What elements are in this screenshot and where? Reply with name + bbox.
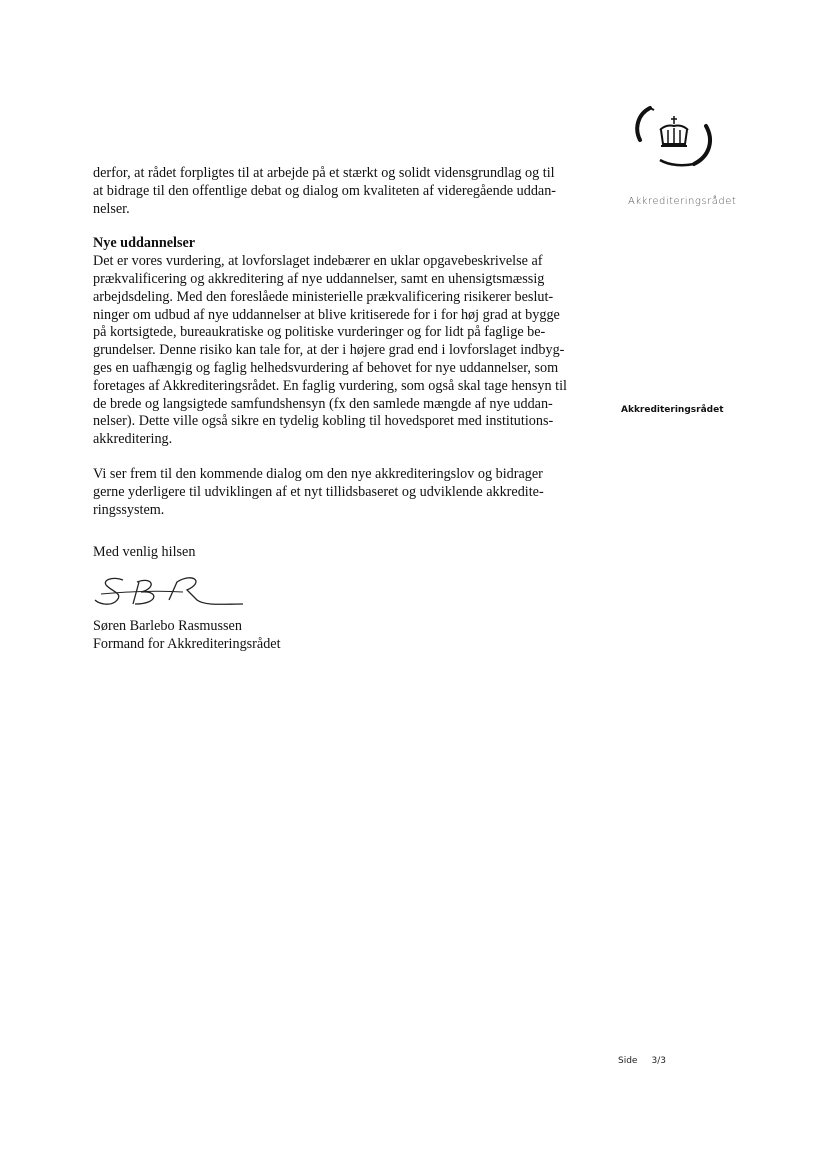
section-heading: Nye uddannelser [93, 235, 196, 252]
sidebar-organization-label: Akkrediteringsrådet [621, 405, 724, 415]
intro-paragraph [93, 165, 613, 218]
text-line: prækvalificering og akkreditering af nye uddannelser, samt en uhensigtsmæssig [93, 270, 545, 287]
signer-block [93, 618, 281, 654]
letter-body [93, 165, 613, 519]
text-line: Det er vores vurdering, at lovforslaget indebærer en uklar opgavebeskrivelse af [93, 253, 543, 270]
text-line: de brede og langsigtede samfundshensyn (fx den samlede mængde af nye uddan- [93, 395, 553, 412]
outro-paragraph [93, 466, 613, 519]
text-line: at bidrage til den offentlige debat og dialog om kvaliteten af videregående uddan- [93, 182, 557, 199]
text-line: på kortsigtede, bureaukratiske og politiske vurderinger og for lidt på faglige be- [93, 324, 546, 341]
section-paragraph [93, 253, 613, 449]
page-label: Side [618, 1056, 638, 1066]
text-line: akkreditering. [93, 431, 173, 448]
letterhead-logo [620, 100, 770, 212]
signer-name: Søren Barlebo Rasmussen [93, 618, 242, 634]
text-line: nelser. [93, 200, 130, 217]
logo-organization-name: Akkrediteringsrådet [628, 196, 737, 207]
text-line: ges en uafhængig og faglig helhedsvurdering af behovet for nye uddannelser, som [93, 359, 559, 376]
handwritten-signature [93, 570, 253, 617]
text-line: nelser). Dette ville også sikre en tydelig kobling til hovedsporet med institutions- [93, 413, 554, 430]
text-line: grundelser. Denne risiko kan tale for, at der i højere grad end i lovforslaget indbyg- [93, 342, 565, 359]
text-line: Vi ser frem til den kommende dialog om den nye akkrediteringslov og bidrager [93, 465, 543, 482]
crown-seal-icon [628, 100, 728, 172]
page-number: 3/3 [651, 1056, 666, 1066]
text-line: foretages af Akkrediteringsrådet. En faglig vurdering, som også skal tage hensyn til [93, 377, 567, 394]
page-footer [618, 1056, 680, 1066]
text-line: arbejdsdeling. Med den foreslåede ministerielle prækvalificering risikerer beslut- [93, 288, 554, 305]
text-line: derfor, at rådet forpligtes til at arbejde på et stærkt og solidt vidensgrundlag og til [93, 165, 555, 181]
text-line: ringssystem. [93, 501, 165, 518]
closing-greeting: Med venlig hilsen [93, 544, 196, 560]
signer-title: Formand for Akkrediteringsrådet [93, 635, 281, 652]
text-line: ninger om udbud af nye uddannelser at blive kritiserede for i for høj grad at bygge [93, 306, 560, 323]
text-line: gerne yderligere til udviklingen af et nyt tillidsbaseret og udviklende akkredite- [93, 483, 544, 500]
